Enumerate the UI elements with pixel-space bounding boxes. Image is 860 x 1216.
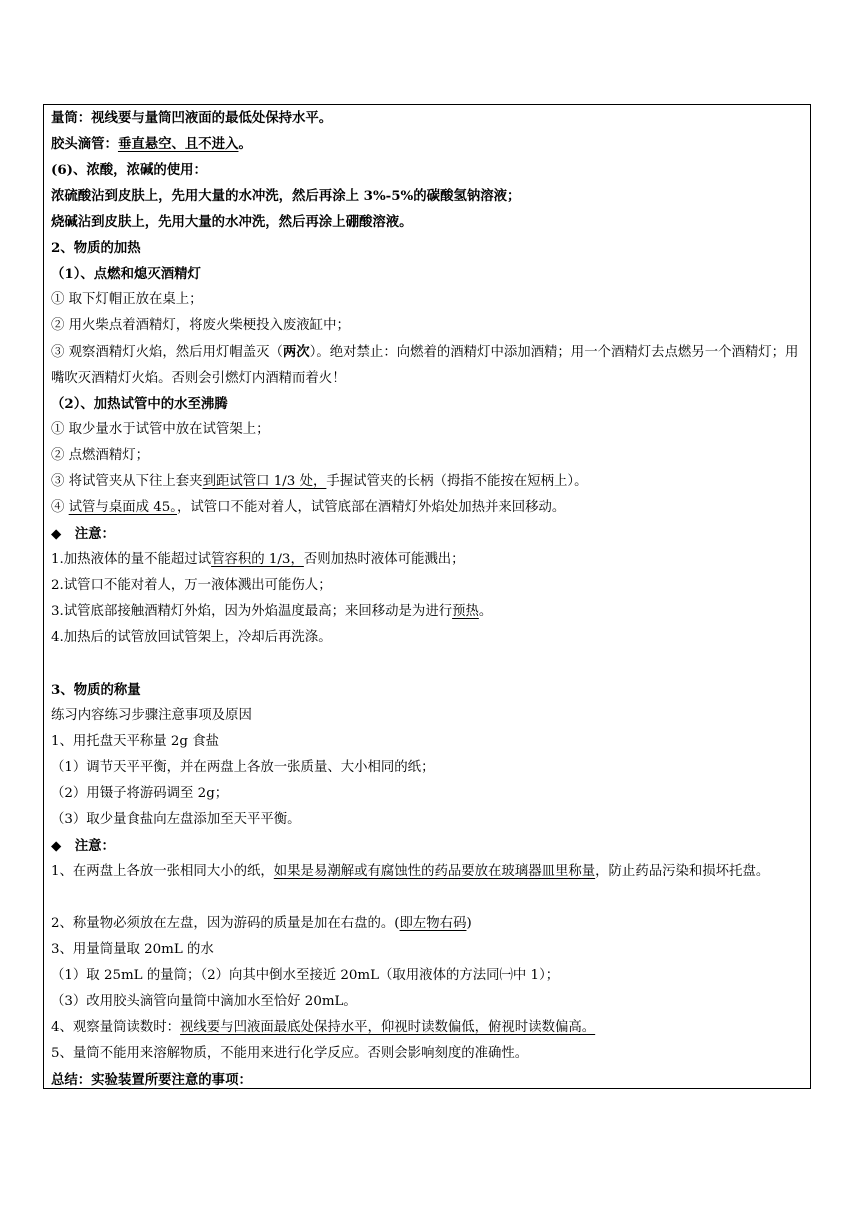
text-line: 1、用托盘天平称量 2g 食盐	[51, 734, 220, 749]
text-line: 烧碱沾到皮肤上，先用大量的水冲洗，然后再涂上硼酸溶液。	[51, 214, 413, 230]
section-heading: 2、物质的加热	[51, 240, 141, 256]
text-line: 3.试管底部接触酒精灯外焰，因为外焰温度最高；来回移动是为进行预热。	[51, 604, 493, 619]
subsection-heading: （2）、加热试管中的水至沸腾	[51, 396, 228, 412]
text-line: （3）取少量食盐向左盘添加至天平平衡。	[51, 812, 301, 827]
content-table-cell	[43, 104, 811, 1089]
text-line: 5、量筒不能用来溶解物质，不能用来进行化学反应。否则会影响刻度的准确性。	[51, 1046, 529, 1061]
text-line: （3）改用胶头滴管向量筒中滴加水至恰好 20mL。	[51, 994, 357, 1009]
section-heading: 3、物质的称量	[51, 682, 141, 698]
text-line: ② 用火柴点着酒精灯，将废火柴梗投入废液缸中；	[51, 318, 350, 333]
text-paragraph: 1、在两盘上各放一张相同大小的纸，如果是易潮解或有腐蚀性的药品要放在玻璃器皿里称量，防止药品污染和损坏托盘。	[51, 864, 770, 879]
text-line: ③ 将试管夹从下往上套夹到距试管口 1/3 处，手握试管夹的长柄（拇指不能按在短柄上）。	[51, 474, 588, 489]
text-line: (6)、浓酸，浓碱的使用：	[51, 162, 207, 178]
text-paragraph: ③ 观察酒精灯火焰，然后用灯帽盖灭（两次）。绝对禁止：向燃着的酒精灯中添加酒精；用一个酒精灯去点燃另一个酒精灯；用嘴吹灭酒精灯火焰。否则会引燃灯内酒精而着火！	[51, 344, 799, 386]
text-line: 4.加热后的试管放回试管架上，冷却后再洗涤。	[51, 630, 332, 645]
text-line: 量筒：视线要与量筒凹液面的最低处保持水平。	[51, 110, 333, 126]
text-line: 2.试管口不能对着人，万一液体溅出可能伤人；	[51, 578, 332, 593]
text-line: 胶头滴管：垂直悬空、且不进入。	[51, 136, 252, 152]
text-line: （1）调节天平平衡，并在两盘上各放一张质量、大小相同的纸；	[51, 760, 435, 775]
text-line: ② 点燃酒精灯；	[51, 448, 149, 463]
text-line: ① 取少量水于试管中放在试管架上；	[51, 422, 270, 437]
subsection-heading: （1）、点燃和熄灭酒精灯	[51, 266, 201, 282]
note-heading: ◆ 注意：	[51, 526, 115, 542]
text-line: （1）取 25mL 的量筒；（2）向其中倒水至接近 20mL（取用液体的方法同㈠中 1）；	[51, 968, 560, 983]
text-line: 1.加热液体的量不能超过试管容积的 1/3，否则加热时液体可能溅出；	[51, 552, 465, 567]
note-heading: ◆ 注意：	[51, 838, 115, 854]
summary-heading: 总结：实验装置所要注意的事项：	[51, 1072, 252, 1088]
text-line: 4、观察量筒读数时：视线要与凹液面最底处保持水平，仰视时读数偏低，俯视时读数偏高。	[51, 1020, 596, 1035]
text-line: （2）用镊子将游码调至 2g；	[51, 786, 229, 801]
text-line: 2、称量物必须放在左盘，因为游码的质量是加在右盘的。(即左物右码)	[51, 916, 472, 931]
text-line: 练习内容练习步骤注意事项及原因	[51, 708, 252, 723]
text-line: 浓硫酸沾到皮肤上，先用大量的水冲洗，然后再涂上 3%-5%的碳酸氢钠溶液；	[51, 188, 521, 204]
text-line: ④ 试管与桌面成 45。，试管口不能对着人，试管底部在酒精灯外焰处加热并来回移动。	[51, 500, 566, 515]
text-line: ① 取下灯帽正放在桌上；	[51, 292, 203, 307]
text-line: 3、用量筒量取 20mL 的水	[51, 942, 214, 957]
